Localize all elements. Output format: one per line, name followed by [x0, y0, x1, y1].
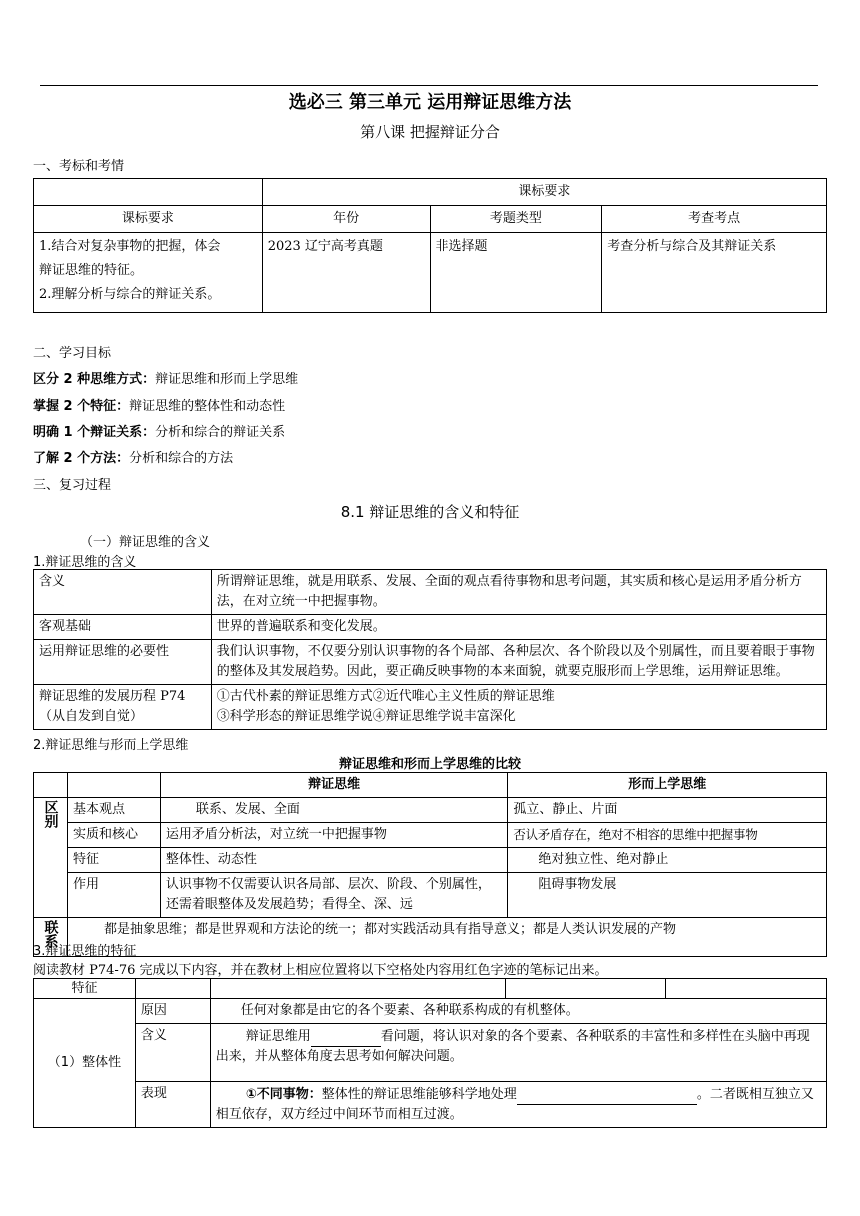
row-label: 特征: [67, 848, 160, 873]
goal-line: [33, 421, 285, 440]
row-label: 原因: [135, 999, 210, 1024]
section-heading-2: 二、学习目标: [33, 346, 112, 361]
link-text: 都是抽象思维；都是世界观和方法论的统一；都对实践活动具有指导意义；都是人类认识发展的产物: [67, 918, 826, 957]
cell-metaphysics: 绝对独立性、绝对静止: [508, 848, 827, 873]
blank-cell: [34, 773, 68, 798]
row-text: 任何对象都是由它的各个要素、各种联系构成的有机整体。: [210, 999, 826, 1024]
cell-dialectic: 认识事物不仅需要认识各局部、层次、阶段、个别属性，还需着眼整体及发展趋势；看得全、深、远: [160, 873, 508, 918]
row-label: 表现: [135, 1082, 210, 1128]
header-rule: [40, 85, 818, 86]
cell-metaphysics: 孤立、静止、片面: [508, 798, 827, 823]
section-heading-1: 一、考标和考情: [33, 159, 125, 174]
col-header-standard: 课标要求: [34, 206, 263, 233]
cell-metaphysics: 阻碍事物发展: [508, 873, 827, 918]
goal-label: 了解 2 个方法：: [33, 451, 130, 466]
goal-text: 辩证思维和形而上学思维: [155, 372, 299, 387]
col-header-year: 年份: [262, 206, 430, 233]
group-diff-label: 区别: [42, 800, 59, 828]
col-metaphysics: 形而上学思维: [508, 773, 827, 798]
blank-cell: [135, 979, 210, 999]
blank-cell: [506, 979, 666, 999]
row-label: 辩证思维的发展历程 P74（从自发到自觉）: [34, 685, 212, 730]
compare-caption: 辩证思维和形而上学思维的比较: [338, 757, 521, 772]
cell-dialectic: 整体性、动态性: [160, 848, 508, 873]
goal-line: [33, 368, 298, 387]
row-label: 基本观点: [67, 798, 160, 823]
blank-cell: [666, 979, 827, 999]
cell-dialectic: 联系、发展、全面: [160, 798, 508, 823]
row-text: 所谓辩证思维，就是用联系、发展、全面的观点看待事物和思考问题，其实质和核心是运用矛盾分析方法，在对立统一中把握事物。: [211, 570, 826, 615]
part-heading: （一）辩证思维的含义: [80, 535, 211, 550]
group-link-label: 联系: [42, 920, 59, 948]
text-after: 看问题，将认识对象的各个要素、各种联系的丰富性和多样性在头脑中再现出来，并从整体角度去思考如何解决问题。: [215, 1029, 810, 1064]
standard-line: 辩证思维的特征。: [39, 263, 144, 278]
table-blank-cell: [34, 179, 263, 206]
col-header-point: 考查考点: [602, 206, 827, 233]
row-label: 实质和核心: [67, 823, 160, 848]
group-diff: [34, 798, 68, 918]
sub-title: 第八课 把握辩证分合: [360, 123, 500, 141]
point-cell: 考查分析与综合及其辩证关系: [602, 233, 827, 313]
row-text: [210, 1024, 826, 1082]
goal-label: 明确 1 个辩证关系：: [33, 425, 156, 440]
row-label: 客观基础: [34, 615, 212, 640]
feature-table: [33, 978, 827, 1128]
cell-dialectic: 运用矛盾分析法，对立统一中把握事物: [160, 823, 508, 848]
row-label: 作用: [67, 873, 160, 918]
exam-standard-table: [33, 178, 827, 313]
standard-line: 2.理解分析与综合的辩证关系。: [39, 287, 221, 302]
goal-line: [33, 447, 233, 466]
blank-cell: [210, 979, 506, 999]
fill-blank[interactable]: [517, 1084, 697, 1105]
sub-heading: 2.辩证思维与形而上学思维: [33, 738, 189, 753]
meaning-table: [33, 569, 827, 730]
year-cell: 2023 辽宁高考真题: [262, 233, 430, 313]
goal-line: [33, 395, 285, 414]
standard-line: 1.结合对复杂事物的把握，体会: [39, 239, 221, 254]
sub-heading: 3.辩证思维的特征: [33, 944, 137, 959]
text-before: 辩证思维用: [245, 1029, 311, 1044]
blank-cell: [67, 773, 160, 798]
main-title: 选必三 第三单元 运用辩证思维方法: [288, 92, 572, 113]
bold-part: ①不同事物：: [245, 1087, 322, 1102]
text-before: 整体性的辩证思维能够科学地处理: [321, 1087, 517, 1102]
lesson-title: 8.1 辩证思维的含义和特征: [340, 503, 520, 521]
goal-label: 区分 2 种思维方式：: [33, 372, 156, 387]
compare-table: [33, 772, 827, 957]
cell-metaphysics: 否认矛盾存在，绝对不相容的思维中把握事物: [508, 823, 827, 848]
section-heading-3: 三、复习过程: [33, 478, 112, 493]
row-label: 运用辩证思维的必要性: [34, 640, 212, 685]
col-header-type: 考题类型: [430, 206, 602, 233]
row-text: 我们认识事物，不仅要分别认识事物的各个局部、各种层次、各个阶段以及个别属性，而且要着眼于事物的整体及其发展趋势。因此，要正确反映事物的本来面貌，就要克服形而上学思维，运用辩证思维。: [211, 640, 826, 685]
row-text: ①古代朴素的辩证思维方式②近代唯心主义性质的辩证思维 ③科学形态的辩证思维学说④辩证思维学说丰富深化: [211, 685, 826, 730]
fill-blank[interactable]: [311, 1026, 381, 1047]
row-text: [210, 1082, 826, 1128]
row-text: 世界的普遍联系和变化发展。: [211, 615, 826, 640]
sub-heading: 1.辩证思维的含义: [33, 555, 137, 570]
row-label: 含义: [135, 1024, 210, 1082]
standard-cell: [34, 233, 263, 313]
instruction-text: 阅读教材 P74-76 完成以下内容，并在教材上相应位置将以下空格处内容用红色字迹的笔标记出来。: [33, 963, 608, 978]
goal-text: 分析和综合的辩证关系: [155, 425, 286, 440]
goal-text: 分析和综合的方法: [129, 451, 234, 466]
goal-text: 辩证思维的整体性和动态性: [129, 399, 286, 414]
feature-group: （1）整体性: [34, 999, 136, 1128]
col-dialectic: 辩证思维: [160, 773, 508, 798]
row-label: 含义: [34, 570, 212, 615]
table-top-header: 课标要求: [262, 179, 826, 206]
text-after: 。二者既相互独立又相互依存，双方经过中间环节而相互过渡。: [215, 1087, 814, 1122]
goal-label: 掌握 2 个特征：: [33, 399, 130, 414]
type-cell: 非选择题: [430, 233, 602, 313]
feature-header: 特征: [34, 979, 136, 999]
